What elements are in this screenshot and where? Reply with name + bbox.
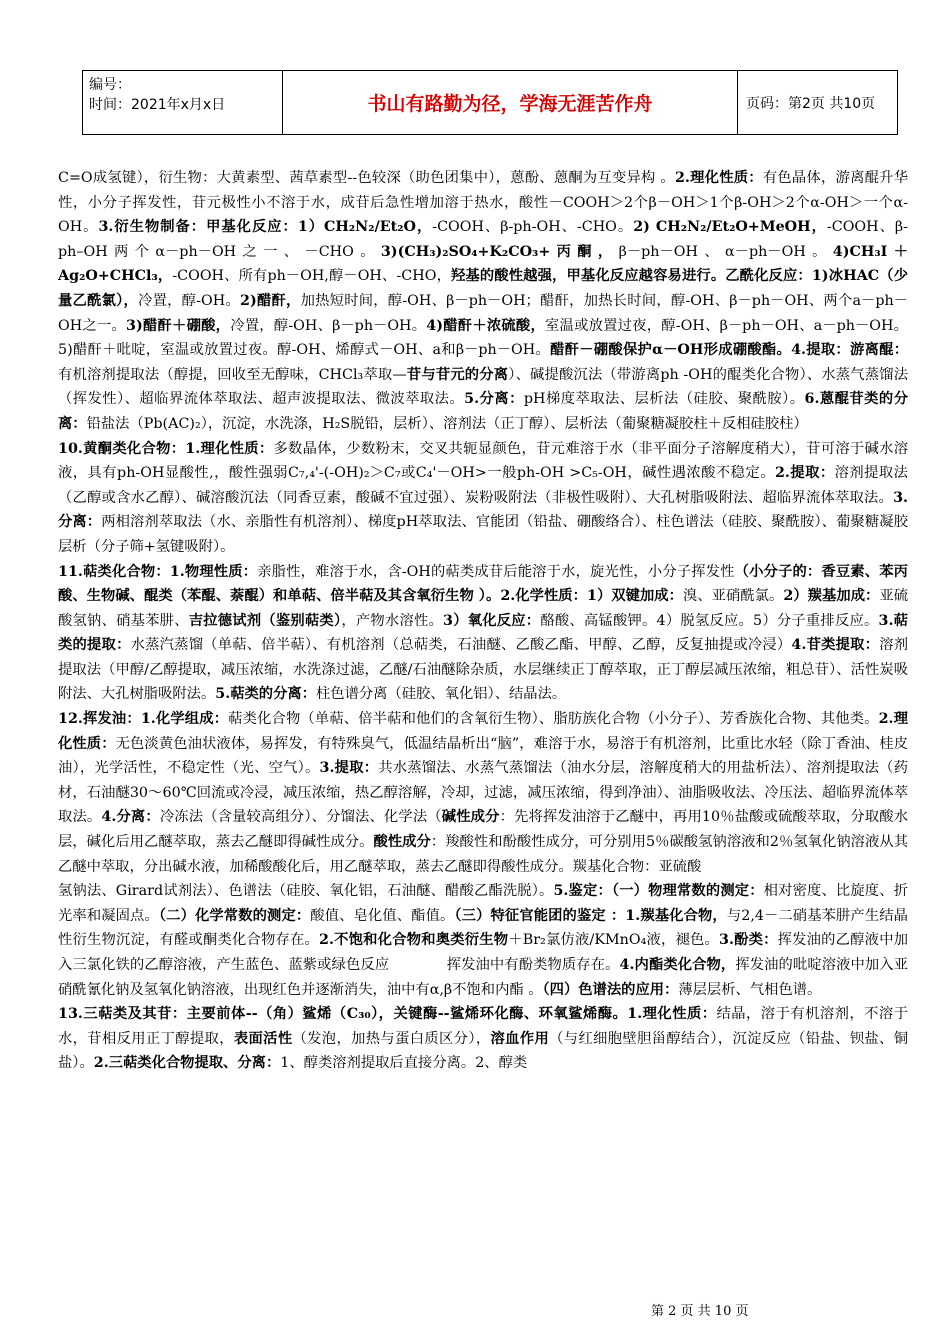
bold-run: 12.挥发油：1.化学组成： xyxy=(58,711,229,728)
text-run: ）、碱提酸沉法（带游离ph -OH的醌类化合物）、水蒸气蒸馏法（挥发性）、超临界流体萃取法、超声波提取法、微波萃取法。 xyxy=(58,366,908,408)
text-run: 酪酸、高锰酸钾。4）脱氢反应。5）分子重排反应。 xyxy=(540,612,879,629)
text-run: 柱色谱分离（硅胶、氧化铝）、结晶法。 xyxy=(315,686,567,703)
bold-run: 13.三萜类及其苷：主要前体--（角）鲨烯（C₃₀），关键酶--鲨烯环化酶、环氧鲨烯酶。1.理化性质： xyxy=(58,1006,717,1023)
paragraph xyxy=(58,879,908,1002)
bold-run: （小分子的：香豆素、苯丙酸、生物碱、醌类（苯醌、萘醌）和单萜、倍半萜及其含氧衍生物 ）。2.化学性质：1）双键加成： xyxy=(58,563,908,605)
bold-run: 2)醋酐， xyxy=(240,292,301,309)
page-label: 页码：第2页 共10页 xyxy=(746,95,876,112)
text-run: 亲脂性，难溶于水，含-OH的萜类成苷后能溶于水，旋光性，小分子挥发性 xyxy=(257,563,735,580)
bold-run: （四）色谱法的应用： xyxy=(542,981,679,998)
bold-run: 4.苷类提取： xyxy=(791,637,880,654)
text-run: 两相溶剂萃取法（水、亲脂性有机溶剂）、梯度pH萃取法、官能团（铅盐、硼酸络合）、柱色谱法（硅胶、聚酰胺）、葡聚糖凝胶层析（分子筛+氢键吸附）。 xyxy=(58,514,908,555)
text-run: 室温或放置过夜，醇-OH、β－ph－OH、a－ph－OH。5)醋酐＋吡啶，室温或放置过夜。醇-OH、烯醇式－OH、a和β－ph－OH。 xyxy=(58,317,908,359)
text-run: （与红细胞壁胆甾醇结合），沉淀反应（铅盐、钡盐、铜盐）。 xyxy=(58,1030,909,1072)
text-run: -COOH、β- ph–OH两个α－ph－OH之一、－CHO。 xyxy=(58,219,908,260)
text-run: 溶剂提取法（乙醇或含水乙醇）、碱溶酸沉法（同香豆素，酸碱不宜过强）、炭粉吸附法（非极性吸附）、大孔树脂吸附法、超临界流体萃取法。 xyxy=(58,465,908,506)
bold-run: 5.鉴定：（一）物理常数的测定： xyxy=(553,883,764,900)
bold-run: 2) CH₂N₂/Et₂O+MeOH， xyxy=(633,219,827,236)
text-run: 加热短时间，醇-OH、β－ph－OH；醋酐，加热长时间，醇-OH、β－ph－OH、两个a－ph－OH之一。 xyxy=(58,292,908,334)
text-run: 水蒸汽蒸馏（单萜、倍半萜）、有机溶剂（总萜类，石油醚、乙酸乙酯、甲醇、乙醇，反复抽提或冷浸） xyxy=(130,637,792,654)
header-table xyxy=(82,70,898,135)
bold-run: 2.不饱和化合物和奥类衍生物 xyxy=(319,932,509,949)
text-run: 氢钠法、Girard试剂法）、色谱法（硅胶、氧化铝，石油醚、醋酸乙酯洗脱）。 xyxy=(58,883,554,900)
text-run: 共水蒸馏法、水蒸气蒸馏法（油水分层，溶解度稍大的用盐析法）、溶剂提取法（药材，石油醚30～60℃回流或冷浸，减压浓缩，热乙醇溶解，冷却，过滤，减压浓缩，得到净油）、油脂吸收法、冷压法、超临界流体萃取法。 xyxy=(58,760,908,826)
text-run: 挥发油的乙醇液中加入三氯化铁的乙醇溶液，产生蓝色、蓝紫或绿色反应 挥发油中有酚类物质存在。 xyxy=(58,932,908,973)
paragraph xyxy=(58,707,908,879)
text-run: 萜类化合物（单萜、倍半萜和他们的含氧衍生物）、脂肪族化合物（小分子）、芳香族化合物、其他类。 xyxy=(228,711,879,728)
text-run: -COOH、所有ph－OH,醇－OH、-CHO， xyxy=(172,268,451,285)
text-run: 相对密度、比旋度、折光率和凝固点。 xyxy=(58,883,908,924)
text-run: 与2,4－二硝基苯肼产生结晶性衍生物沉淀，有醛或酮类化合物存在。 xyxy=(58,907,908,949)
text-run: 挥发油的吡啶溶液中加入亚硝酰氰化钠及氢氧化钠溶液，出现红色并逐渐消失，油中有α,β不饱和内酯 。 xyxy=(58,957,908,998)
header-meta xyxy=(83,71,283,134)
bold-run: 醋酐－硼酸保护α－OH形成硼酸酯。4.提取：游离醌： xyxy=(550,342,909,359)
bold-run: 5.分离： xyxy=(464,391,524,408)
text-run: 铅盐法（Pb(AC)₂），沉淀，水洗涤，H₂S脱铅，层析）、溶剂法（正丁醇）、层析法（葡聚糖凝胶柱＋反相硅胶柱） xyxy=(86,415,808,432)
bold-run: 4)CH₃I＋Ag₂O+CHCl₃， xyxy=(58,243,908,285)
text-run: pH梯度萃取法、层析法（硅胶、聚酰胺）。 xyxy=(523,391,805,408)
text-run: 有色晶体，游离醌升华性，小分子挥发性，苷元极性小不溶于水，成苷后急性增加溶于热水，酸性－COOH＞2个β－OH＞1个β-OH＞2个α-OH＞一个α-OH。 xyxy=(58,170,908,236)
bold-run: 羟基的酸性越强，甲基化反应越容易进行。乙酰化反应：1)冰HAC（少量乙酰氯）， xyxy=(58,268,908,309)
bold-run: 10.黄酮类化合物：1.理化性质： xyxy=(58,440,274,457)
bold-run: 4)醋酐＋浓硫酸， xyxy=(426,317,545,334)
text-run: 冷置，醇-OH、β－ph－OH。 xyxy=(230,317,427,334)
text-run: 溶剂提取法（甲醇/乙醇提取，减压浓缩，水洗涤过滤，乙醚/石油醚除杂质，水层继续正丁醇萃取，正丁醇层减压浓缩，粗总苷）、活性炭吸附法、大孔树脂吸附法。 xyxy=(58,637,909,703)
text-run: 1、醇类溶剂提取后直接分离。2、醇类 xyxy=(280,1055,528,1072)
bold-run: 3.酚类： xyxy=(719,932,778,949)
number-label: 编号： xyxy=(89,77,131,93)
document-body xyxy=(58,166,908,1076)
text-run: ＋Br₂氯仿液/KMnO₄液，褪色。 xyxy=(508,932,720,949)
bold-run: 2.理化性质： xyxy=(674,170,763,186)
text-run: 酸值、皂化值、酯值。 xyxy=(310,907,455,924)
bold-run: （三）特征官能团的鉴定 ：1.羰基化合物， xyxy=(454,907,727,924)
bold-run: 4.分离： xyxy=(101,809,160,826)
text-run: 薄层层析、气相色谱。 xyxy=(678,981,822,998)
text-run: ：先将挥发油溶于乙醚中，再用10％盐酸或硫酸萃取，分取酸水层，碱化后用乙醚萃取，蒸去乙醚即得碱性成分。 xyxy=(58,809,909,851)
paragraph xyxy=(58,437,908,560)
bold-run: 2.提取： xyxy=(774,465,835,482)
text-run: β－ph－OH、α－ph－OH。 xyxy=(618,243,833,260)
bold-run: 2.三萜类化合物提取、分离： xyxy=(93,1055,281,1072)
bold-run: 2.理化性质： xyxy=(58,711,908,752)
text-run: ，产物水溶性。 xyxy=(341,612,444,629)
text-run: 亚硫酸氢钠、硝基苯肼、 xyxy=(58,588,909,629)
text-run: 无色淡黄色油状液体，易挥发，有特殊臭气，低温结晶析出“脑”，难溶于水，易溶于有机溶剂，比重比水轻（除丁香油、桂皮油），光学活性，不稳定性（光、空气）。 xyxy=(58,735,908,777)
text-run: 溴、亚硝酰氯。 xyxy=(682,588,784,605)
bold-run: 6.蒽醌苷类的分离： xyxy=(58,391,908,432)
paragraph xyxy=(58,1002,908,1076)
bold-run: 酸性成分 xyxy=(373,834,431,851)
bold-run: 2）羰基加成： xyxy=(783,588,880,605)
bold-run: 3.分离： xyxy=(58,489,908,531)
motto: 书山有路勤为径，学海无涯苦作舟 xyxy=(283,71,738,134)
bold-run: 3)醋酐＋硼酸， xyxy=(126,317,231,334)
bold-run: 3.萜类的提取： xyxy=(58,612,908,654)
bold-run: 碱性成分 xyxy=(441,809,500,826)
bold-run: 苷与苷元的分离 xyxy=(406,366,509,383)
bold-run: 3）氧化反应： xyxy=(443,612,541,629)
bold-run: 4.内酯类化合物， xyxy=(619,957,736,973)
bold-run: 3.提取： xyxy=(319,760,379,777)
page-footer: 第 2 页 共 10 页 xyxy=(651,1304,749,1319)
text-run: 多数晶体，少数粉末，交叉共轭显颜色，苷元难溶于水（非平面分子溶解度稍大），苷可溶于碱水溶液，具有ph-OH显酸性,，酸性强弱C₇,₄'-(-OH)₂＞C₇或C₄'－OH>一般ph-OH >C₅-OH，碱性遇浓酸不稳定。 xyxy=(58,440,908,482)
bold-run: 3.衍生物制备：甲基化反应：1）CH₂N₂/Et₂O， xyxy=(98,219,433,236)
text-run: C=O成氢键），衍生物：大黄素型、茜草素型--色较深（助色团集中），蒽酚、蒽酮为互变异构 。 xyxy=(58,170,675,186)
bold-run: 11.萜类化合物：1.物理性质： xyxy=(58,563,258,580)
bold-run: （二）化学常数的测定： xyxy=(158,907,311,924)
bold-run: 5.萜类的分离： xyxy=(215,686,316,703)
bold-run: 表面活性 xyxy=(233,1030,293,1047)
text-run: ：羧酸性和酚酸性成分，可分别用5％碳酸氢钠溶液和2％氢氧化钠溶液从其乙醚中萃取，分出碱水液，加稀酸酸化后，用乙醚萃取，蒸去乙醚即得酸性成分。羰基化合物：亚硫酸 xyxy=(58,834,909,875)
text-run: -COOH、β-ph-OH、-CHO。 xyxy=(432,219,634,236)
paragraph xyxy=(58,560,908,708)
text-run: 冷冻法（含量较高组分）、分馏法、化学法（ xyxy=(159,809,442,826)
text-run: 有机溶剂提取法（醇提，回收至无醇味，CHCl₃萃取— xyxy=(58,366,407,383)
bold-run: 吉拉德试剂（鉴别萜类） xyxy=(188,612,342,629)
bold-run: 溶血作用 xyxy=(490,1030,550,1047)
text-run: 结晶，溶于有机溶剂，不溶于水，苷相反用正丁醇提取， xyxy=(58,1006,908,1047)
text-run: 冷置，醇-OH。 xyxy=(138,292,241,309)
bold-run: 3)(CH₃)₂SO₄+K₂CO₃+丙酮， xyxy=(380,243,619,260)
text-run: （发泡，加热与蛋白质区分）， xyxy=(292,1030,491,1047)
paragraph xyxy=(58,166,908,437)
time-label: 时间：2021年x月x日 xyxy=(89,97,226,113)
